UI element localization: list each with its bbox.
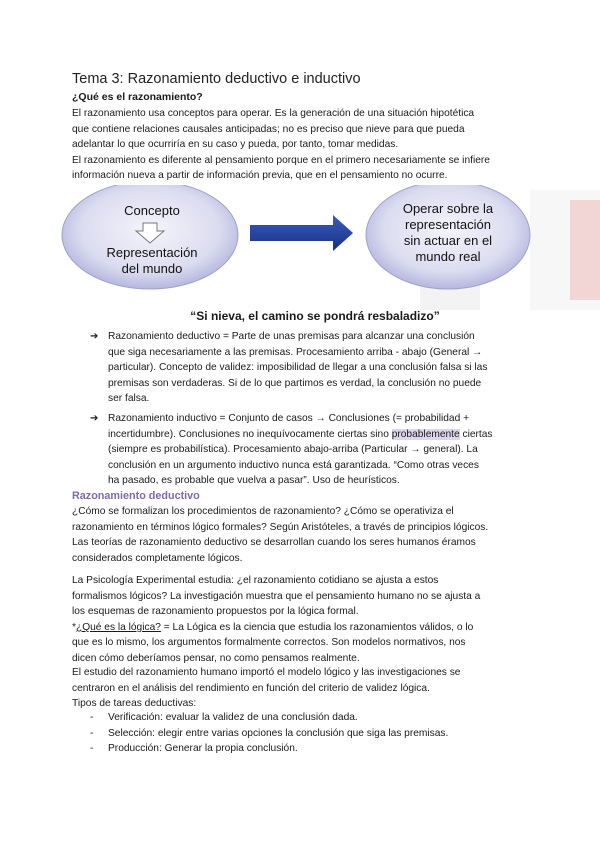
concept-diagram <box>60 185 550 295</box>
paragraph-experimental: La Psicología Experimental estudia: ¿el razonamiento cotidiano se ajusta a estos formalismos lógicos? La investigación muestra que el pensamiento humano no se ajusta a los esquemas de razonamiento propuestos por la lógica formal. *¿Qué es la lógica? = La Lógica es la ciencia que estudia los razonamientos válidos, o lo que es lo mismo, los argumentos formalmente correctos. Son modelos normativos, nos dicen cómo deberíamos pensar, no como pensamos realmente. <box>72 575 481 664</box>
arrow-bullet-icon: ➔ <box>90 331 99 342</box>
list-item: - Selección: elegir entre varias opciones la conclusión que siga las premisas. <box>90 727 449 739</box>
paragraph-formalization: ¿Cómo se formalizan los procedimientos de razonamiento? ¿Cómo se operativiza el razonamiento en términos lógico formales? Según Aristóteles, a través de principios lógicos. Las teorías de razonamiento deductivo se desarrollan cuando los seres humanos éramos considerados completamente lógicos. <box>72 506 489 564</box>
list-item: - Producción: Generar la propia conclusión. <box>90 743 298 755</box>
left-ellipse-top-text: Concepto <box>124 203 180 218</box>
right-ellipse-text-1: Operar sobre la <box>402 201 494 216</box>
left-ellipse-text-2: del mundo <box>121 261 183 276</box>
right-ellipse-text-4: mundo real <box>415 249 481 264</box>
arrow-bullet-icon: ➔ <box>90 412 99 424</box>
example-quote: “Si nieva, el camino se pondrá resbaladizo” <box>190 309 440 323</box>
right-ellipse-text-3: sin actuar en el <box>403 233 493 248</box>
deductive-tasks-list <box>90 710 530 757</box>
section-heading: ¿Qué es el razonamiento? <box>72 91 203 103</box>
list-item: - Verificación: evaluar la validez de una conclusión dada. <box>90 712 358 723</box>
logic-question-link[interactable]: ¿Qué es la lógica? <box>75 621 161 633</box>
highlighted-word: probablemente <box>391 428 460 440</box>
page-title: Tema 3: Razonamiento deductivo e inductivo <box>72 71 361 87</box>
right-ellipse-text-2: representación <box>405 217 491 232</box>
list-item: ➔ Razonamiento inductivo = Conjunto de casos → Conclusiones (= probabilidad + incertidumbre). Conclusiones no inequívocamente ciertas sino probablemente ciertas (siempre es probabilística). Procesamiento abajo-arriba (Particular → general). La conclusión en un argumento inductivo nunca está garantizada. “Como otras veces ha pasado, es probable que vuelva a pasar”. Uso de heurísticos. <box>90 412 493 487</box>
left-ellipse-text-1: Representación <box>106 245 198 260</box>
right-arrow-icon <box>250 215 353 251</box>
paragraph-study: El estudio del razonamiento humano importó el modelo lógico y las investigaciones se centraron en el análisis del rendimiento en función del criterio de validez lógica. Tipos de tareas deductivas: <box>72 667 461 710</box>
section-title-deductive: Razonamiento deductivo <box>72 490 200 502</box>
intro-paragraph: El razonamiento usa conceptos para operar. Es la generación de una situación hipotética que contiene relaciones causales anticipadas; no es preciso que nieve para que pueda adelantar lo que ocurriría en su caso y pueda, por tanto, tomar medidas. El razonamiento es diferente al pensamiento porque en el primero necesariamente se infiere información nueva a partir de información previa, que en el pensamiento no ocurre. <box>72 108 490 182</box>
list-item: ➔ Razonamiento deductivo = Parte de unas premisas para alcanzar una conclusión que siga necesariamente a las premisas. Procesamiento arriba - abajo (General → particular). Concepto de validez: imposibilidad de llegar a una conclusión falsa si las premisas son verdaderas. Si de lo que partimos es verdad, la conclusión no puede ser falsa. <box>90 331 488 405</box>
reasoning-types-list <box>90 329 530 493</box>
